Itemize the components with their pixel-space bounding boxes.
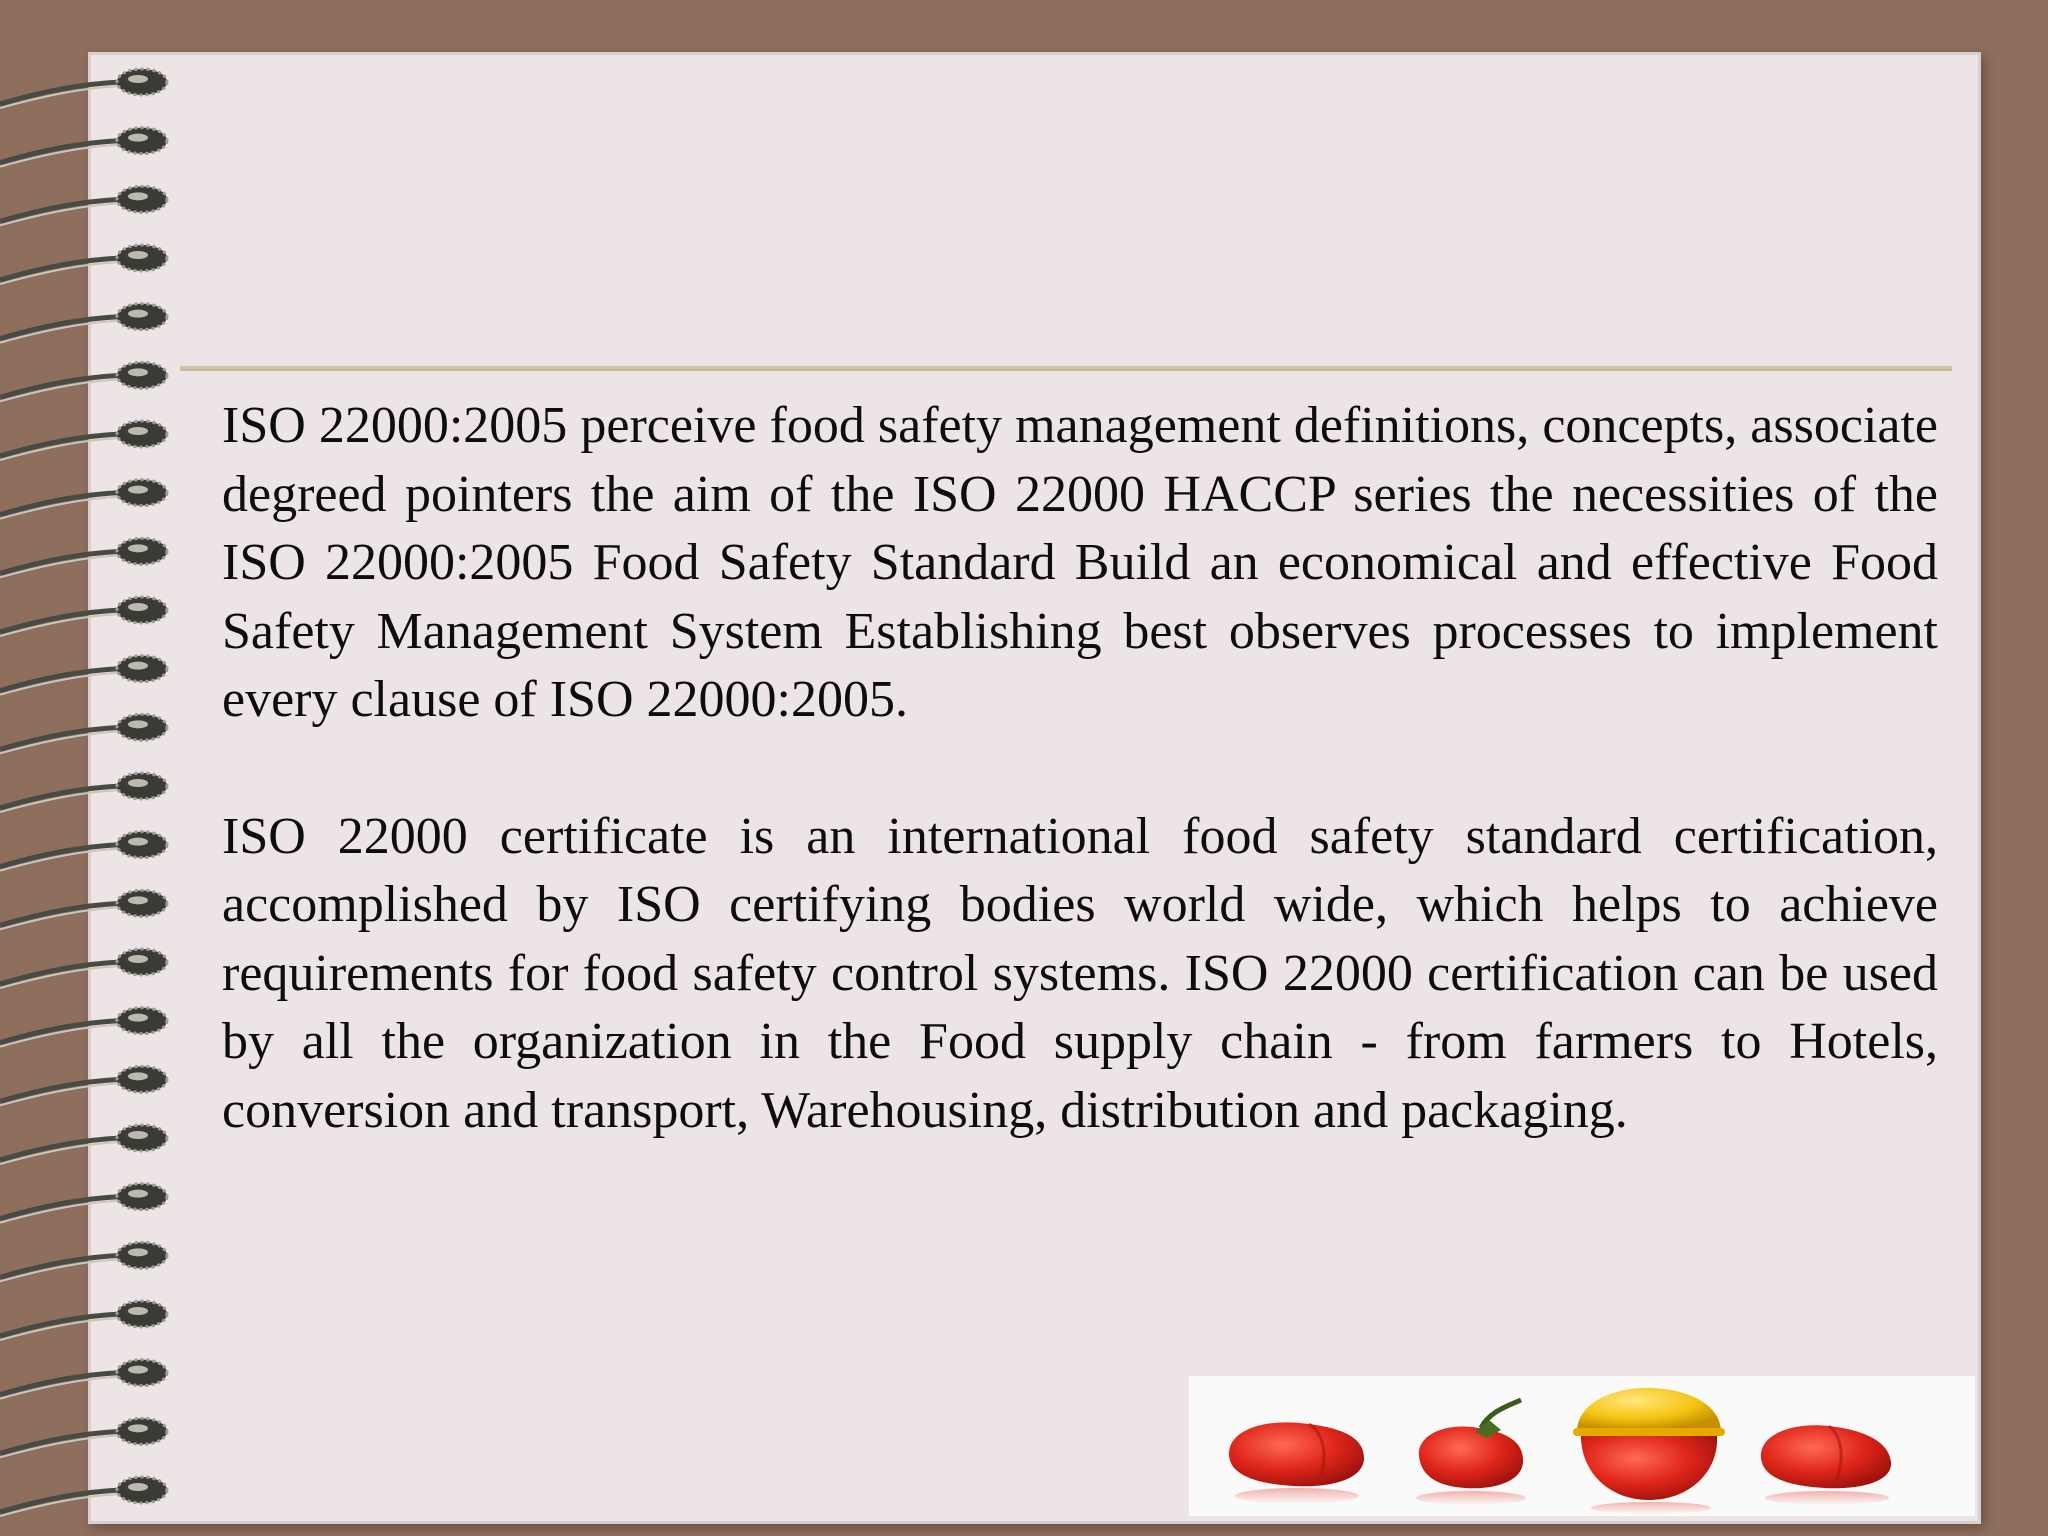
header-divider xyxy=(180,366,1952,371)
paragraph-iso-22000-2005: ISO 22000:2005 perceive food safety management definitions, concepts, associate degreed pointers the aim of the ISO 22000 HACCP series the necessities of the ISO 22000:2005 Food Safety Standard Build an economical and effective Food Safety Management System Establishing best observes processes to implement every clause of ISO 22000:2005. xyxy=(222,397,1938,728)
vegetables-photo xyxy=(1189,1376,1975,1516)
bell-pepper-icon xyxy=(1573,1388,1725,1514)
spiral-binding-icon xyxy=(0,0,200,1536)
paragraph-iso-22000-certificate: ISO 22000 certificate is an international food safety standard certification, accomplished by ISO certifying bodies world wide, which helps to achieve requirements for food safety control systems. ISO 22000 certification can be used by all the organization in the Food supply chain - from farmers to Hotels, conversion and transport, Warehousing, distribution and packaging. xyxy=(222,807,1938,1139)
slide-body xyxy=(222,392,1938,1145)
red-pepper-icon xyxy=(1761,1425,1891,1505)
red-pepper-icon xyxy=(1416,1400,1526,1505)
red-pepper-icon xyxy=(1229,1422,1364,1504)
